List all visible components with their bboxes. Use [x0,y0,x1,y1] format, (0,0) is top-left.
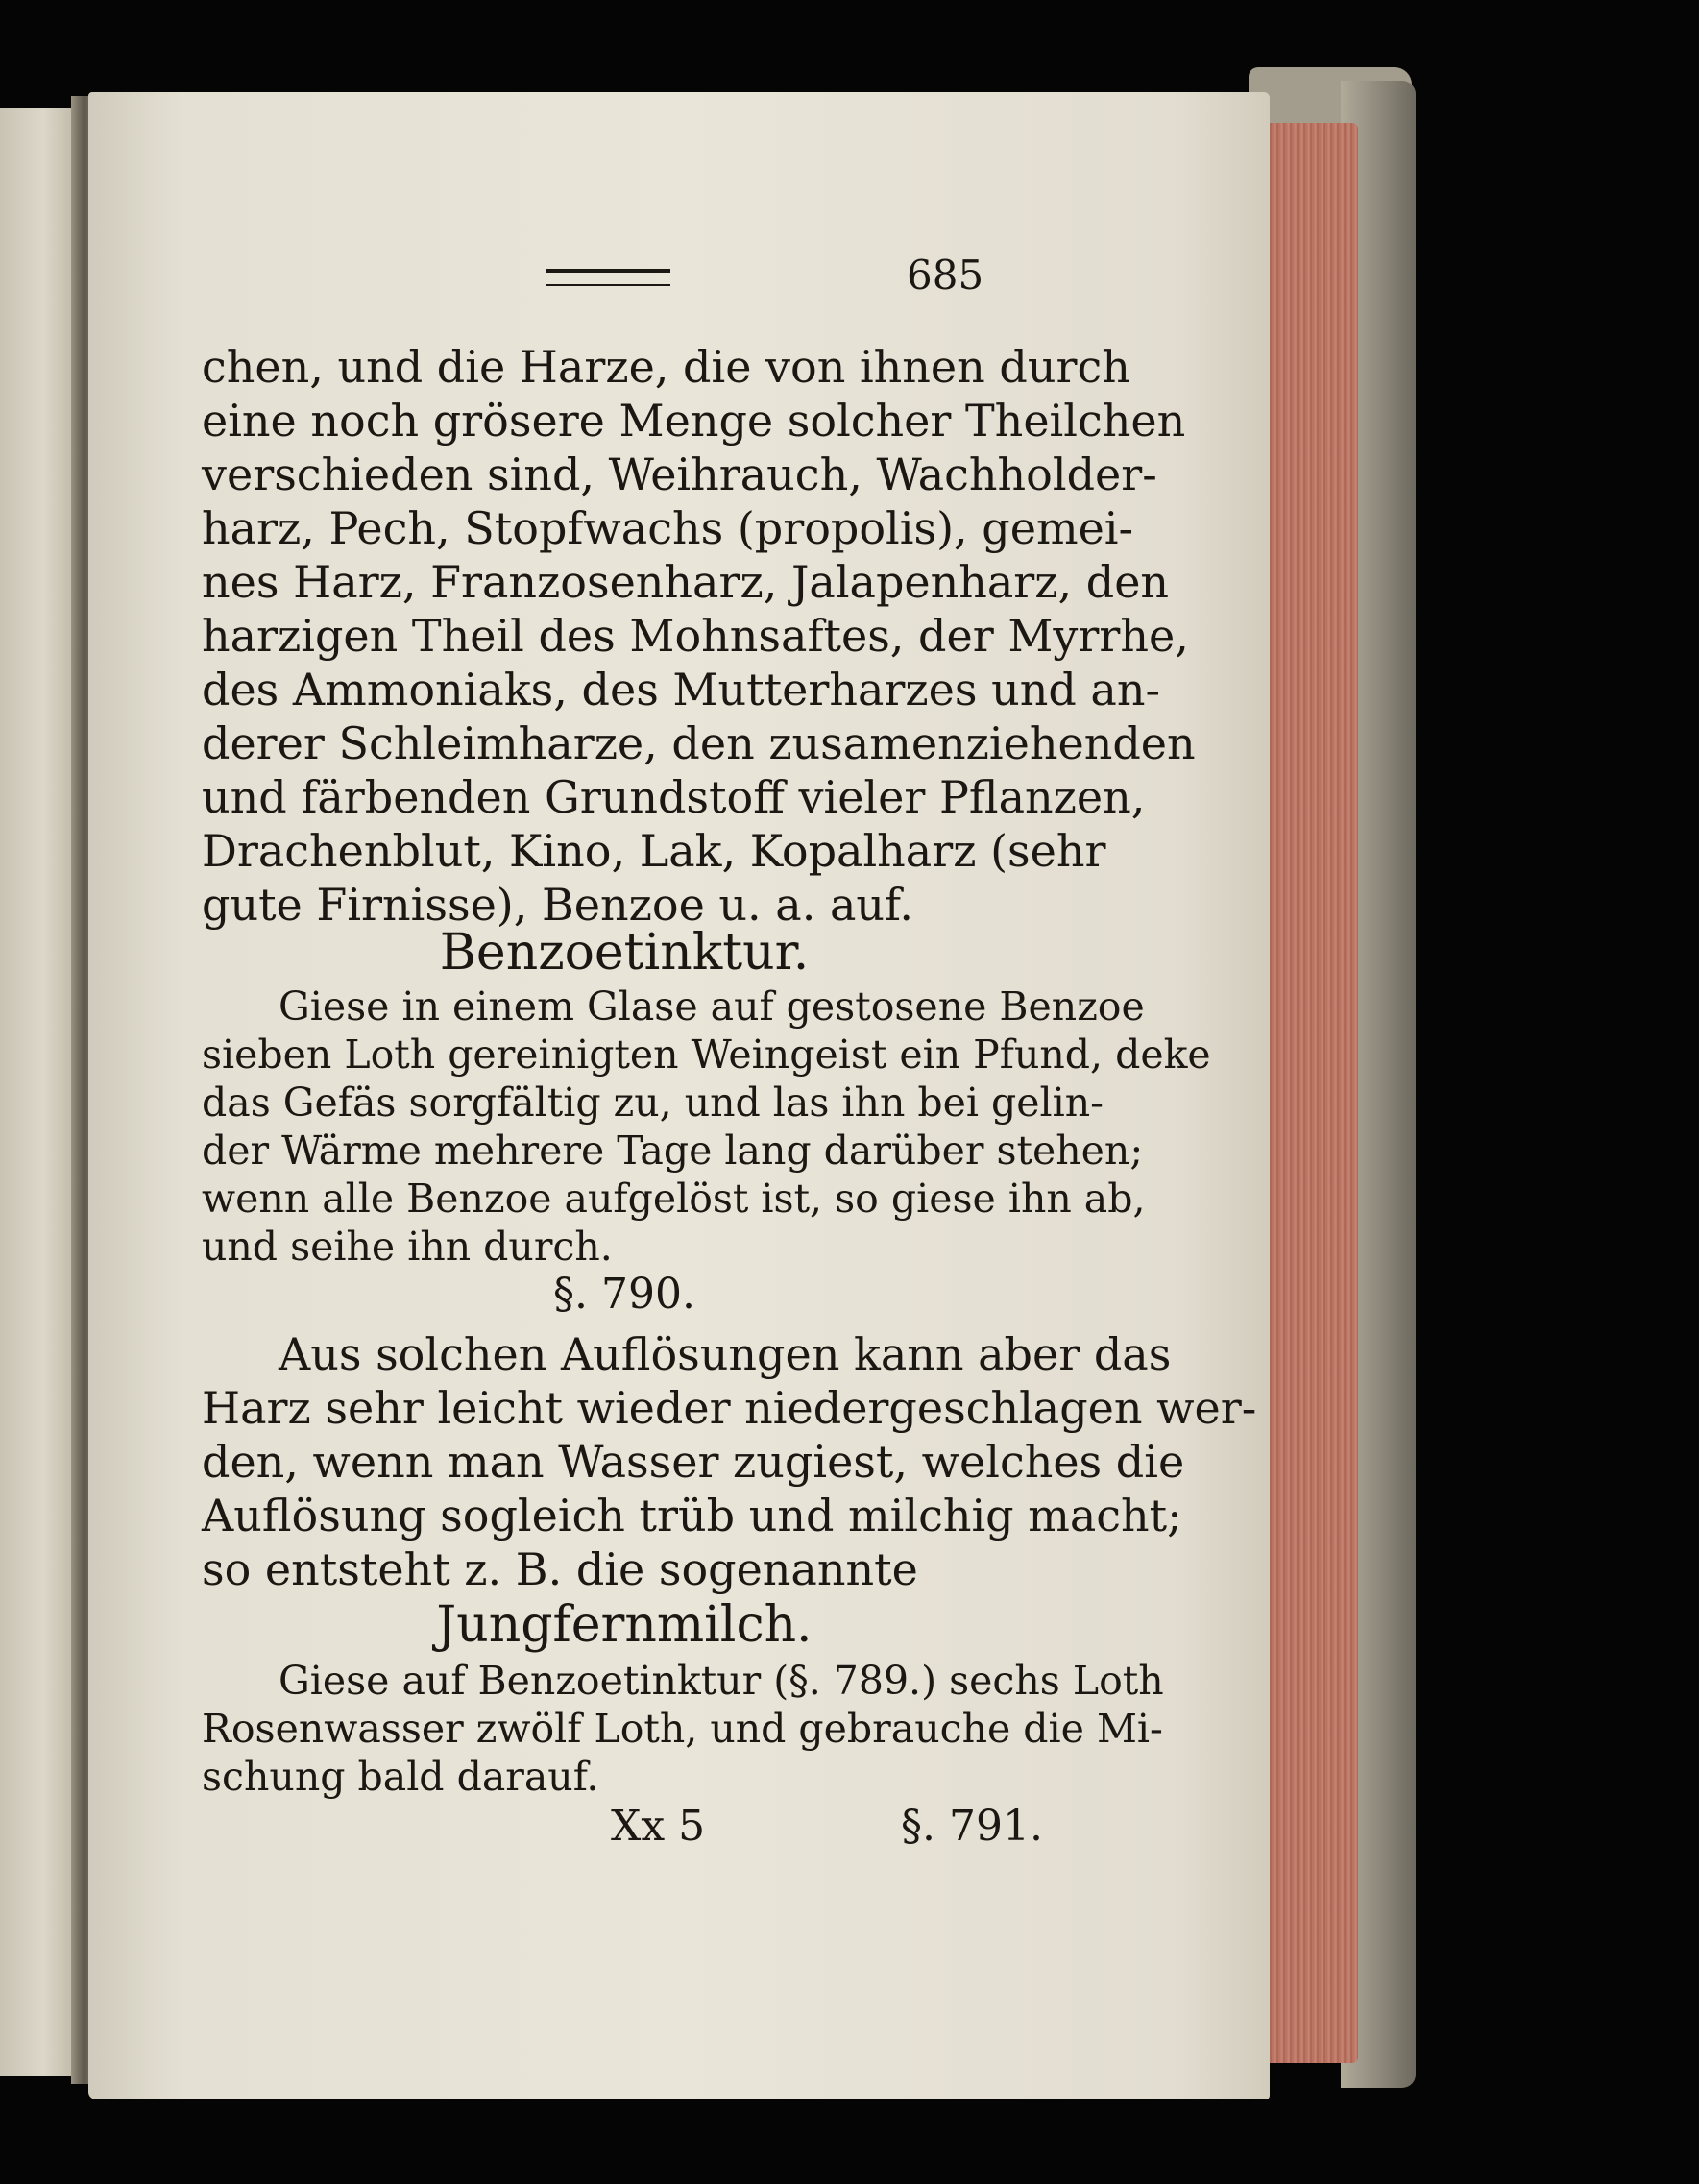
text-line: wenn alle Benzoe aufgelöst ist, so giese ihn ab, [202,1176,1146,1222]
text-line: derer Schleimharze, den zusamenziehenden [202,717,1196,769]
text-line: und färbenden Grundstoff vieler Pflanzen, [202,771,1146,823]
text-line: Harz sehr leicht wieder niedergeschlagen wer- [202,1382,1257,1434]
text-line: sieben Loth gereinigten Weingeist ein Pfund, deke [202,1031,1211,1078]
text-line: den, wenn man Wasser zugiest, welches die [202,1436,1185,1488]
text-line: nes Harz, Franzosenharz, Jalapenharz, den [202,556,1170,608]
text-line: Rosenwasser zwölf Loth, und gebrauche die Mi- [202,1706,1163,1752]
text-line: verschieden sind, Weihrauch, Wachholder- [202,449,1157,500]
text-line: eine noch grösere Menge solcher Theilchen [202,395,1186,447]
text-line: der Wärme mehrere Tage lang darüber stehen; [202,1128,1144,1174]
header-rule [546,269,670,286]
page-fore-edge [1266,123,1358,2063]
text-line: Auflösung sogleich trüb und milchig macht; [202,1490,1182,1541]
text-line: schung bald darauf. [202,1754,599,1800]
page-number: 685 [907,252,984,299]
text-line: harzigen Theil des Mohnsaftes, der Myrrhe, [202,610,1189,662]
text-line: das Gefäs sorgfältig zu, und las ihn bei gelin- [202,1080,1104,1126]
signature-mark: Xx 5 [611,1802,706,1851]
text-line: chen, und die Harze, die von ihnen durch [202,341,1130,393]
text-line: Giese auf Benzoetinktur (§. 789.) sechs Loth [279,1658,1164,1704]
text-line: des Ammoniaks, des Mutterharzes und an- [202,664,1160,716]
text-line: Giese in einem Glase auf gestosene Benzoe [279,983,1145,1030]
section-number: §. 790. [553,1270,695,1319]
text-line: und seihe ihn durch. [202,1224,613,1270]
text-line: so entsteht z. B. die sogenannte [202,1543,918,1595]
previous-page-edge [0,108,79,2076]
heading-jungfernmilch: Jungfernmilch. [436,1596,813,1654]
heading-benzoetinktur: Benzoetinktur. [439,924,810,982]
text-line: Drachenblut, Kino, Lak, Kopalharz (sehr [202,825,1106,877]
catchword: §. 791. [901,1802,1043,1851]
text-line: Aus solchen Auflösungen kann aber das [279,1328,1172,1380]
text-line: harz, Pech, Stopfwachs (propolis), gemei- [202,502,1134,554]
text-line: gute Firnisse), Benzoe u. a. auf. [202,879,914,931]
